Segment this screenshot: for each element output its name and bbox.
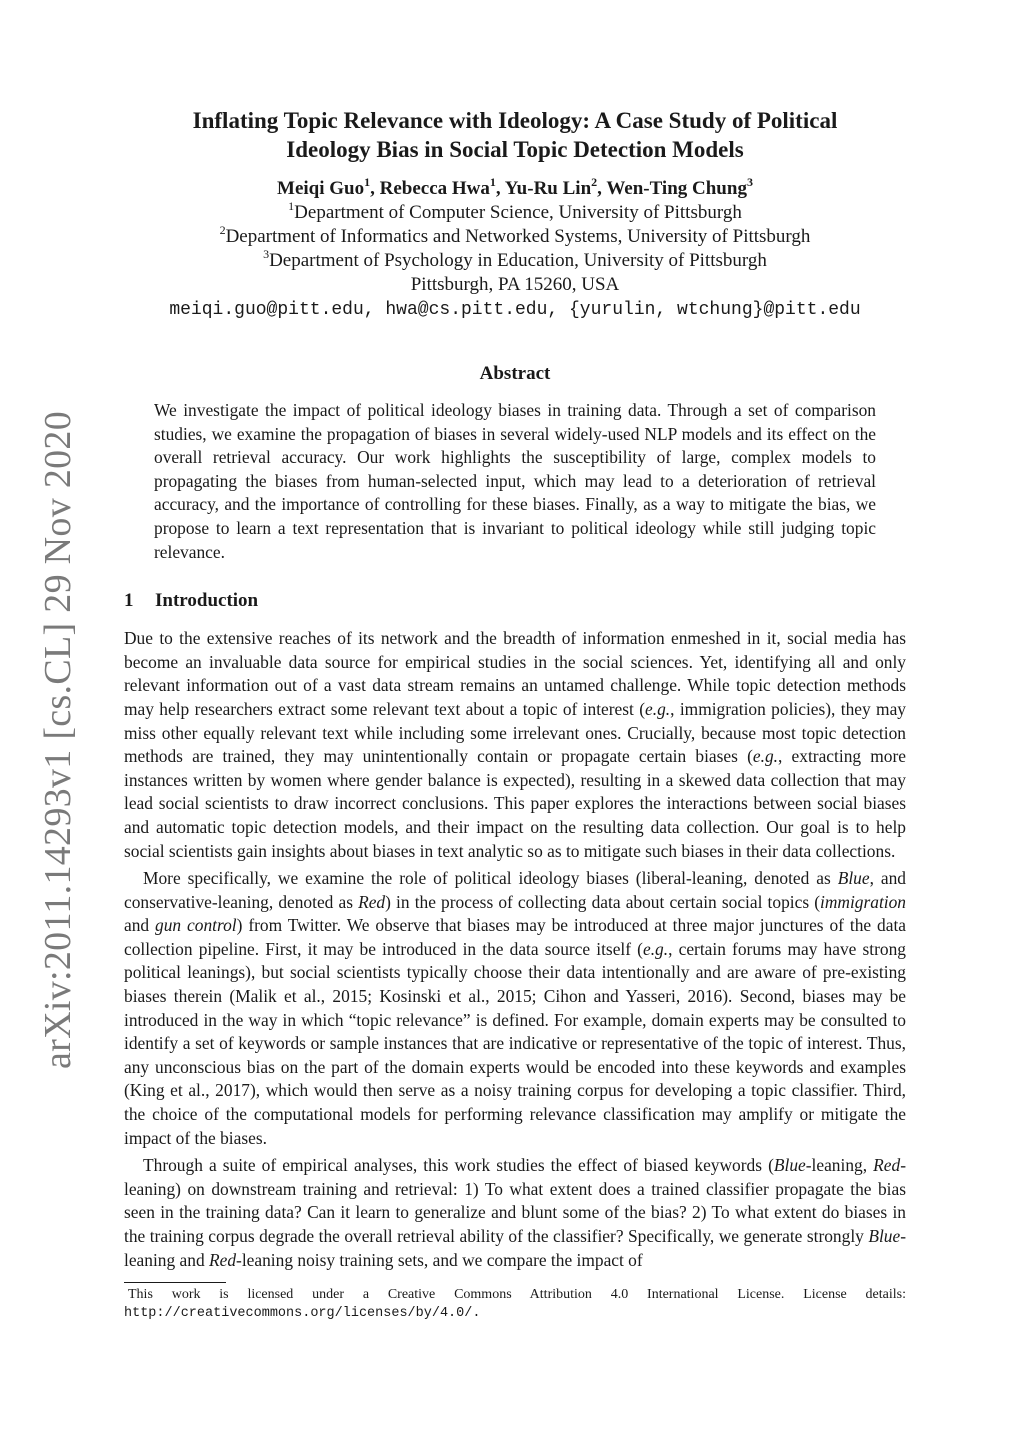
affil-mark: 1 bbox=[288, 198, 295, 213]
author-name: Meiqi Guo bbox=[277, 178, 365, 199]
abstract-heading: Abstract bbox=[479, 363, 551, 384]
affil-text: Department of Informatics and Networked Systems, University of Pittsburgh bbox=[225, 226, 811, 247]
footnote-divider bbox=[124, 1282, 226, 1283]
section-number: 1 bbox=[124, 590, 134, 612]
intro-paragraph-2: More specifically, we examine the role of political ideology biases (liberal-leaning, denoted as Blue, and conservative-leaning, denoted as Red) in the process of collecting data about certain social topics (immigration and gun control) from Twitter. We observe that biases may be introduced at three major junctures of the data collection pipeline. First, it may be introduced in the data source itself (e.g., certain forums may have strong political leanings), but social scientists typically choose their data intentionally and are aware of pre-existing biases therein (Malik et al., 2015; Kosinski et al., 2015; Cihon and Yasseri, 2016). Second, biases may be introduced in the way in which “topic relevance” is defined. For example, domain experts may be consulted to identify a set of keywords or sample instances that are indicative or representative of the topic of interest. Thus, any unconscious bias on the part of the domain experts would be encoded into these keywords and examples (King et al., 2017), which would then serve as a noisy training corpus for developing a topic classifier. Third, the choice of the computational models for performing relevance classification may amplify or mitigate the impact of the biases. bbox=[124, 868, 906, 1148]
arxiv-identifier-stamp: arXiv:2011.14293v1 [cs.CL] 29 Nov 2020 bbox=[37, 410, 79, 1070]
author-affil-mark: 1 bbox=[364, 174, 371, 189]
author-list: Meiqi Guo$^1$, Rebecca Hwa$^1$, Yu-Ru Lin$^2$, Wen-Ting Chung$^3$ bbox=[277, 174, 753, 199]
section-title: Introduction bbox=[155, 590, 259, 612]
author-affil-mark: 2 bbox=[591, 174, 598, 189]
license-footnote bbox=[124, 1286, 906, 1323]
affiliation bbox=[124, 222, 906, 249]
abstract-body: We investigate the impact of political ideology biases in training data. Through a set of comparison studies, we examine the propagation of biases in several widely-used NLP models and its effect on the overall retrieval accuracy. Our work highlights the susceptibility of large, complex models to propagating the biases from human-selected input, which may lead to a deterioration of retrieval accuracy, and the importance of controlling for these biases. Finally, as a way to mitigate the bias, we propose to learn a text representation that is invariant to political ideology while still judging topic relevance. bbox=[154, 400, 876, 562]
author-name: Rebecca Hwa bbox=[379, 178, 490, 199]
title-line-1: Inflating Topic Relevance with Ideology: A Case Study of Political bbox=[192, 108, 838, 133]
title-line-2: Ideology Bias in Social Topic Detection Models bbox=[286, 137, 744, 162]
affil-mark: 3 bbox=[263, 246, 270, 261]
author-affil-mark: 3 bbox=[746, 174, 753, 189]
affil-mark: 2 bbox=[219, 222, 226, 237]
affiliation bbox=[124, 198, 906, 225]
footnote-text: This work is licensed under a Creative Commons Attribution 4.0 International License. License details: bbox=[128, 1287, 906, 1303]
affil-text: Department of Computer Science, University of Pittsburgh bbox=[294, 202, 742, 223]
section-heading bbox=[124, 590, 906, 612]
paper-page bbox=[124, 106, 906, 1337]
intro-paragraph-1: Due to the extensive reaches of its network and the breadth of information enmeshed in it, social media has become an invaluable data source for empirical studies in the social sciences. Yet, identifying all and only relevant information out of a vast data stream remains an untamed challenge. While topic detection methods may help researchers extract some relevant text about a topic of interest (e.g., immigration policies), they may miss other equally relevant text while including some irrelevant ones. Crucially, because most topic detection methods are trained, they may unintentionally contain or propagate certain biases (e.g., extracting more instances written by women where gender balance is expected), resulting in a skewed data collection that may lead social scientists to draw incorrect conclusions. This paper explores the interactions between social biases and automatic topic detection models, and their impact on the resulting data collection. Our goal is to help social scientists gain insights about biases in text analytic so as to mitigate such biases in their data collections. bbox=[124, 628, 907, 861]
affil-text: Department of Psychology in Education, University of Pittsburgh bbox=[269, 250, 767, 271]
author-emails: meiqi.guo@pitt.edu, hwa@cs.pitt.edu, {yurulin, wtchung}@pitt.edu bbox=[169, 300, 861, 320]
intro-paragraph-3: Through a suite of empirical analyses, this work studies the effect of biased keywords (Blue-leaning, Red-leaning) on downstream training and retrieval: 1) To what extent does a trained classifier propagate the bias seen in the training data? Can it learn to generalize and blunt some of the bias? 2) To what extent do biases in the training corpus degrade the overall retrieval ability of the classifier? Specifically, we generate strongly Blue-leaning and Red-leaning noisy training sets, and we compare the impact of bbox=[124, 1155, 906, 1270]
license-link[interactable]: http://creativecommons.org/licenses/by/4.0/. bbox=[124, 1306, 481, 1322]
author-affil-mark: 1 bbox=[489, 174, 496, 189]
author-name: Yu-Ru Lin bbox=[504, 178, 592, 199]
postal-address: Pittsburgh, PA 15260, USA bbox=[410, 274, 620, 295]
paper-title bbox=[124, 106, 906, 164]
affiliation bbox=[124, 246, 906, 273]
author-name: Wen-Ting Chung bbox=[606, 178, 747, 199]
